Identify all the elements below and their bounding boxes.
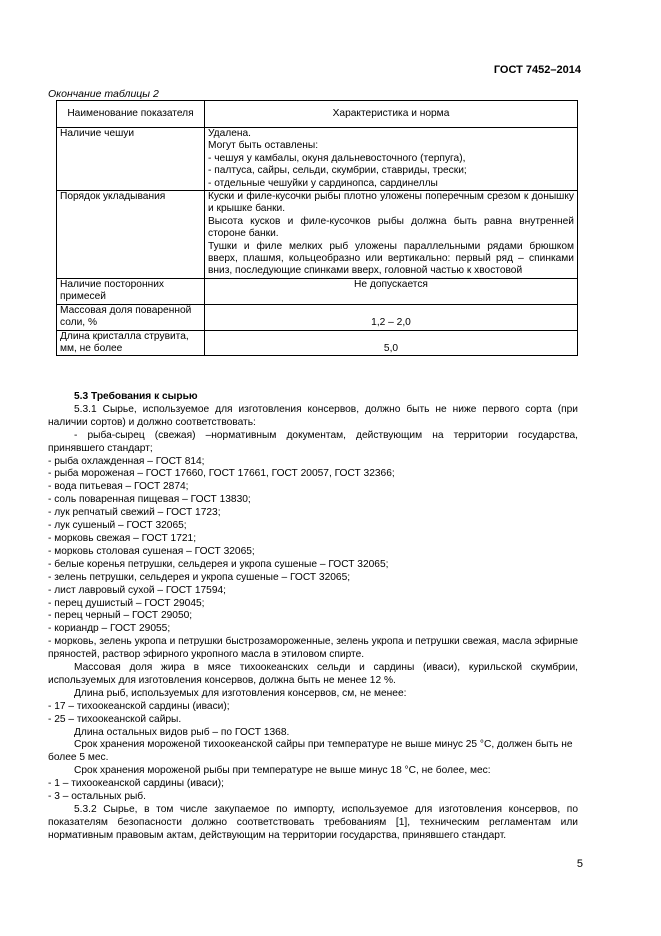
table-row [57, 128, 578, 191]
row-value: 5,0 [205, 330, 578, 356]
paragraph-5-3-1: 5.3.1 Сырье, используемое для изготовления консервов, должно быть не ниже первого сорта (при наличии сортов) и должно соответствовать: [48, 403, 578, 428]
table-row [57, 330, 578, 356]
row-value: Не допускается [205, 278, 578, 304]
value-line: - чешуя у камбалы, окуня дальневосточного (терпуга), [208, 152, 466, 164]
list-item: - 17 – тихоокеанской сардины (иваси); [48, 700, 230, 712]
saury-storage: Срок хранения мороженой тихоокеанской сайры при температуре не выше минус 25 °С, должен быть не более 5 мес. [48, 739, 573, 764]
value-line: Тушки и филе мелких рыб уложены параллельными рядами брюшком вверх, плашмя, кольцеобразно или вертикально: первый ряд – спинками вниз, последующие спинками вверх, головной частью к хвостовой [208, 240, 574, 277]
fat-paragraph: Массовая доля жира в мясе тихоокеанских сельди и сардины (иваси), курильской скумбрии, используемых для изготовления консервов, должна быть не менее 12 %. [48, 662, 578, 686]
value-line: Удалена. [208, 128, 252, 139]
value-line: - палтуса, сайры, сельди, скумбрии, ставриды, трески; [208, 165, 467, 177]
list-item: - 3 – остальных рыб. [48, 791, 146, 803]
list-item: - рыба мороженая – ГОСТ 17660, ГОСТ 17661, ГОСТ 20057, ГОСТ 32366; [48, 468, 395, 480]
fish-storage: Срок хранения мороженой рыбы при температуре не выше минус 18 °С, не более, мес: [74, 765, 491, 777]
table-row [57, 304, 578, 330]
list-item: - кориандр – ГОСТ 29055; [48, 623, 171, 635]
list-item: - соль поваренная пищевая – ГОСТ 13830; [48, 494, 251, 506]
table-caption: Окончание таблицы 2 [48, 88, 159, 100]
list-item: - перец черный – ГОСТ 29050; [48, 610, 193, 622]
table-header-row [57, 101, 578, 128]
list-item: - вода питьевая – ГОСТ 2874; [48, 481, 189, 493]
list-item: - белые коренья петрушки, сельдерея и укропа сушеные – ГОСТ 32065; [48, 558, 389, 570]
paragraph-5-3-2: 5.3.2 Сырье, в том числе закупаемое по импорту, используемое для изготовления консервов, по показателям безопасности должно соответствовать требованиям [1], техническим регламентам или нормативным правовым актам, действующим на территории государства, принявшего стандарт. [48, 804, 578, 841]
page-number: 5 [576, 858, 583, 870]
value-line: - отдельные чешуйки у сардинопса, сардинеллы [208, 177, 438, 189]
row-name: Длина кристалла струвита, мм, не более [57, 330, 205, 356]
length-other: Длина остальных видов рыб – по ГОСТ 1368. [74, 726, 290, 738]
value-line: Могут быть оставлены: [208, 140, 319, 152]
list-item: - зелень петрушки, сельдерея и укропа сушеные – ГОСТ 32065; [48, 571, 351, 583]
list-item: - морковь свежая – ГОСТ 1721; [48, 532, 197, 544]
raw-fish-line: - рыба-сырец (свежая) –нормативным документам, действующим на территории государства, принявшего стандарт; [48, 429, 578, 454]
list-item: - лист лавровый сухой – ГОСТ 17594; [48, 584, 227, 596]
table-row [57, 278, 578, 304]
list-item: - морковь столовая сушеная – ГОСТ 32065; [48, 545, 255, 557]
list-item: - лук сушеный – ГОСТ 32065; [48, 520, 187, 532]
row-name: Порядок укладывания [57, 191, 205, 279]
list-item: - 25 – тихоокеанской сайры. [48, 713, 182, 725]
list-item: - морковь, зелень укропа и петрушки быстрозамороженные, зелень укропа и петрушки свежая, масла эфирные пряностей, раствор эфирного укропного масла в этиловом спирте. [48, 636, 578, 661]
table-2 [56, 100, 578, 356]
row-name: Наличие чешуи [57, 128, 205, 191]
header-characteristic: Характеристика и норма [205, 101, 578, 128]
row-value: 1,2 – 2,0 [205, 304, 578, 330]
row-name: Массовая доля поваренной соли, % [57, 304, 205, 330]
section-body [48, 391, 578, 843]
value-line: Куски и филе-кусочки рыбы плотно уложены поперечным срезом к донышку и крышке банки. [208, 191, 574, 215]
value-line: Высота кусков и филе-кусочков рыбы должна быть равна внутренней стороне банки. [208, 215, 574, 240]
section-title: 5.3 Требования к сырью [74, 391, 198, 402]
length-intro: Длина рыб, используемых для изготовления консервов, см, не менее: [74, 687, 407, 699]
list-item: - лук репчатый свежий – ГОСТ 1723; [48, 507, 221, 519]
list-item: - перец душистый – ГОСТ 29045; [48, 597, 205, 609]
row-value [205, 128, 578, 191]
list-item: - 1 – тихоокеанской сардины (иваси); [48, 778, 224, 790]
table-row [57, 191, 578, 279]
list-item: - рыба охлажденная – ГОСТ 814; [48, 455, 205, 467]
row-name: Наличие посторонних примесей [57, 278, 205, 304]
row-value [205, 191, 578, 279]
header-indicator: Наименование показателя [57, 101, 205, 128]
standard-number: ГОСТ 7452–2014 [493, 64, 581, 76]
